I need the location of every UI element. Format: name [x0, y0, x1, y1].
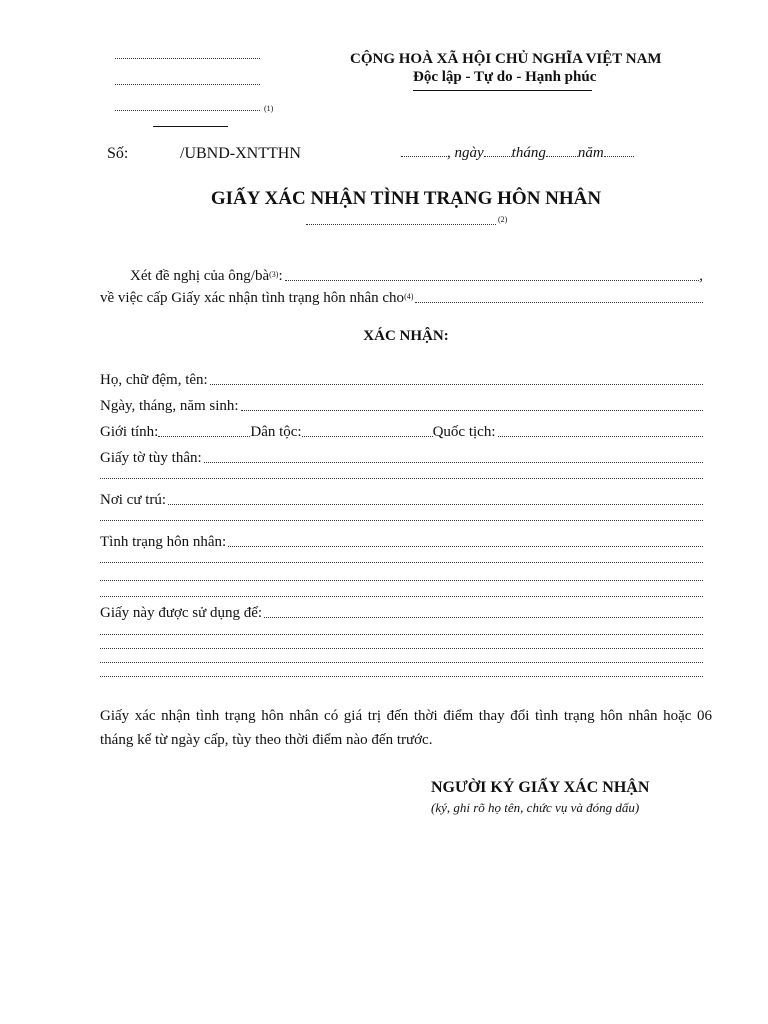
field-purpose-line-2 [100, 634, 703, 635]
place-date-line: , ngày tháng năm [401, 145, 634, 162]
issuer-line-1 [115, 58, 260, 59]
field-id-document: Giấy tờ tùy thân: [100, 450, 703, 467]
field-full-name: Họ, chữ đệm, tên: [100, 372, 703, 389]
issuer-line-2 [115, 84, 260, 85]
field-gender-ethnic-nationality: Giới tính: Dân tộc: Quốc tịch: [100, 424, 703, 441]
confirm-heading: XÁC NHẬN: [363, 328, 449, 344]
field-purpose-line-3 [100, 648, 703, 649]
field-birth-date: Ngày, tháng, năm sinh: [100, 398, 703, 415]
motto-underline [413, 90, 592, 91]
issuer-underline [153, 126, 228, 127]
issuer-line-3 [115, 110, 260, 111]
nation-title: CỘNG HOÀ XÃ HỘI CHỦ NGHĨA VIỆT NAM [350, 51, 662, 67]
field-marital-status-line-3 [100, 580, 703, 581]
so-label: Số: [107, 145, 129, 162]
field-marital-status-line-4 [100, 596, 703, 597]
validity-paragraph: Giấy xác nhận tình trạng hôn nhân có giá trị đến thời điểm thay đổi tình trạng hôn nhân hoặc 06 tháng kể từ ngày cấp, tùy theo thời điểm nào đến trước. [100, 708, 712, 748]
request-line-1: Xét đề nghị của ông/bà (3) : , [130, 268, 703, 284]
footnote-1: (1) [264, 104, 274, 113]
footnote-2: (2) [498, 215, 508, 224]
field-residence-extra-line [100, 520, 703, 521]
field-id-document-extra-line [100, 478, 703, 479]
document-code: /UBND-XNTTHN [180, 145, 301, 162]
field-purpose-line-4 [100, 662, 703, 663]
signer-title: NGƯỜI KÝ GIẤY XÁC NHẬN [431, 779, 650, 796]
field-marital-status: Tình trạng hôn nhân: [100, 534, 703, 551]
field-marital-status-line-2 [100, 562, 703, 563]
field-purpose: Giấy này được sử dụng để: [100, 605, 703, 622]
field-purpose-line-5 [100, 676, 703, 677]
field-residence: Nơi cư trú: [100, 492, 703, 509]
signer-note: (ký, ghi rõ họ tên, chức vụ và đóng dấu) [431, 800, 640, 815]
motto: Độc lập - Tự do - Hạnh phúc [413, 69, 597, 85]
request-line-2: về việc cấp Giấy xác nhận tình trạng hôn nhân cho (4) [100, 290, 703, 307]
title-subline [306, 224, 496, 225]
document-title: GIẤY XÁC NHẬN TÌNH TRẠNG HÔN NHÂN [210, 188, 602, 209]
